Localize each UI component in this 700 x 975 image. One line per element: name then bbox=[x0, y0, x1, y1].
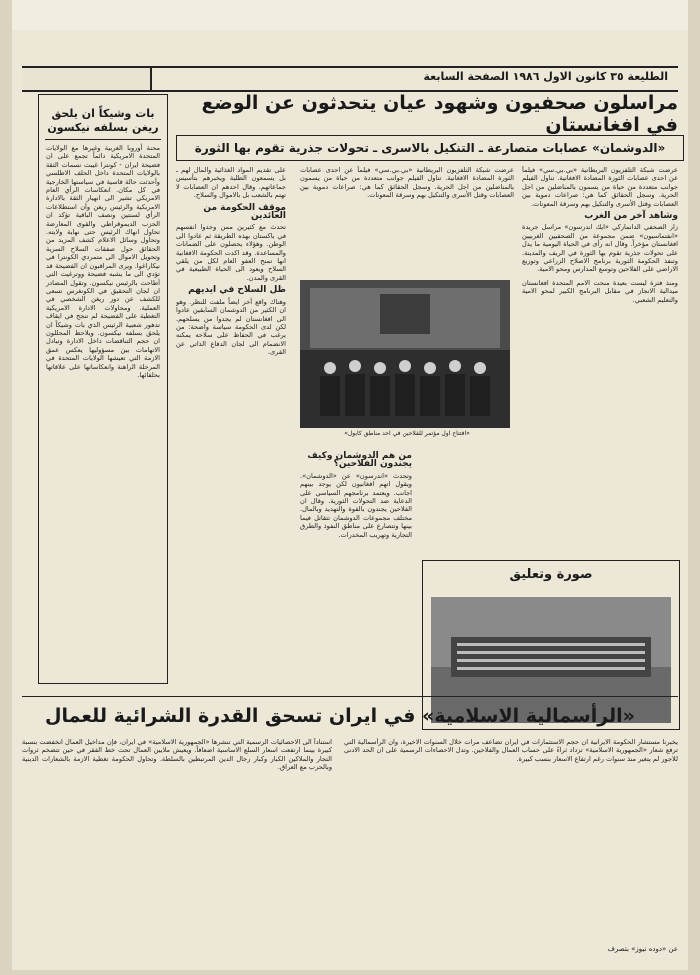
column-right-tail: ومنذ فترة ليست بعيدة منحت الامم المتحدة افغانستان ميدالية الانجاز في مقابل البرنامج الكبير لمحو الامية والتعليم الشعبي. bbox=[522, 278, 678, 304]
section-divider bbox=[22, 696, 678, 697]
column-right-intro: عرضت شبكة التلفزيون البريطانية «بي.بي.سي» فيلماً عن احدى عصابات الثورة المضادة الافغانية. تناول الفيلم جوانب متعددة من حياة من يسمون بالمناضلين من اجل الحرية. وسجل الحقائق كما هي: صراعات دموية بين العصابات وقتل الأسرى والتنكيل بهم وسرقة المعونات. bbox=[522, 166, 678, 208]
page-header bbox=[22, 66, 678, 92]
page-top-margin bbox=[12, 0, 688, 30]
main-photo bbox=[300, 280, 510, 428]
article-column-middle bbox=[176, 166, 286, 550]
bottom-column-left bbox=[22, 738, 332, 940]
article-column-right bbox=[522, 166, 678, 546]
column-middle-body: تحدث مع كثيرين ممن وجدوا انفسهم في باكستان بهذه الطريقة ثم عادوا الى الوطن. وهؤلاء يحصلون على الضمانات والمساعدة. وقد اكدت الحكومة الافغانية انها تمنح العفو العام لكل من يلقي السلاح ويعود الى الحياة الطبيعية في القرى والمدن. bbox=[176, 223, 286, 282]
column-middle-section-title: موقف الحكومة من العائدين bbox=[203, 202, 286, 222]
sidebar-divider bbox=[45, 139, 161, 140]
column-right-section-title: وشاهد آخر من الغرب bbox=[584, 211, 678, 222]
main-headline: مراسلون صحفيون وشهود عيان يتحدثون عن الوضع في افغانستان bbox=[201, 92, 678, 136]
bottom-headline: «الرأسمالية الاسلامية» في ايران تسحق القدرة الشرائية للعمال bbox=[45, 705, 635, 727]
column-left-section-title: من هم الدوشمان وكيف يجندون الفلاحين؟ bbox=[307, 451, 412, 470]
center-top-text: عرضت شبكة التلفزيون البريطانية «بي.بي.سي» فيلماً عن احدى عصابات الثورة المضادة الافغانية. تناول الفيلم جوانب متعددة من حياة من يسمون بالمناضلين من اجل الحرية. وسجل الحقائق كما هي: صراعات دموية بين العصابات وقتل الأسرى والتنكيل بهم وسرقة المعونات. bbox=[300, 166, 514, 200]
article-column-left bbox=[300, 448, 412, 688]
main-photo-image bbox=[300, 280, 510, 428]
column-middle-body-2: وهناك واقع آخر ايضاً ملفت للنظر. وهو ان الكثير من الدوشمان السابقين عادوا الى افغانستان لم يجدوا من يسلحهم. لكن لدى الحكومة سياسة واضحة: من يرغب في الحفاظ على سلاحه يمكنه الانضمام الى لجان الدفاع الذاتي عن القرى. bbox=[176, 297, 286, 357]
column-middle-intro: على تقديم المواد الغذائية والمال لهم ـ بل يسمعون الطلبة ويخبرهم بتأسيس جماعاتهم. وقال احدهم ان العصابات لا تهتم بالشعب بل بالاموال والسلاح. bbox=[176, 166, 286, 200]
photo-caption: «افتتاح اول مؤتمر للفلاحين في احد مناطق كابول» bbox=[344, 430, 470, 437]
bottom-left-body: استناداً الى الاحصائيات الرسمية التي تنشرها «الجمهورية الاسلامية» في ايران، فإن مداخيل العمال انخفضت بنسبة كبيرة بينما ارتفعت اسعار السلع الاساسية اضعافاً. ويعيش ملايين العمال تحت خط الفقر في حين تتضخم ثروات التجار والملاكين الكبار وكبار رجال الدين المرتبطين بالسلطة. وتحاول الحكومة تغطية الازمة بالشعارات الدينية وبالحرب مع العراق. bbox=[22, 738, 332, 772]
main-subheadline: «الدوشمان» عصابات متصارعة ـ التنكيل بالاسرى ـ تحولات جذرية تقوم بها الثورة bbox=[176, 135, 684, 161]
header-corner-box bbox=[22, 68, 152, 90]
column-middle-section-title-2: ظل السلاح في ايديهم bbox=[188, 285, 286, 296]
column-right-body: زار الصحفي الدانماركي «ايك اندرسون» مراسل جريدة «انفتماسيون» ضمن مجموعة من الصحفيين الغربيين افغانستان مؤخراً. وقال انه رأى في الحياة اليومية ما يدل على تحولات جذرية تقوم بها الثورة في الريف والمدينة. وتنفذ الحكومة الثورية برنامج الاصلاح الزراعي وتوزيع الاراضي على الفلاحين وتوسع المدارس ومحو الامية. bbox=[522, 223, 678, 274]
sidebar-body: محنة أوروبا الغربية وغيرها مع الولايات المتحدة الامريكية دائماً تجمع على ان فضيحة ايران - كونترا غيبت نسمات الثقة بالولايات المتحدة داخل الحلف الاطلسي وأحدثت حالة قاسية في سياستها الخارجية في كل مكان. انعكاسات الرأي العام الامريكي تشير الى انهيار الثقة بالادارة الامريكية والرئيس ريغن وأن استطلاعات الرأي لسنتين ونصف الباقية تؤكد ان الحزب الديموقراطي والقوى المعارضة تحاول انهاك الرئيس حتى نهاية ولايته. وتحاول وسائل الاعلام كشف المزيد من الحقائق حول صفقات السلاح السرية وتحويل الاموال الى متمردي الكونترا في نيكاراغوا. ويرى المراقبون ان الفضيحة قد تؤدي الى ما يشبه فضيحة ووترغيت التي أطاحت بالرئيس نيكسون. وتقول المصادر ان لجان التحقيق في الكونغرس تسعى للكشف عن دور ريغن الشخصي في العملية. ومحاولات الادارة الامريكية التغطية على الفضيحة لم تنجح في ايقاف تدهور شعبية الرئيس الذي بات وشيكاً ان يلحق بسلفه نيكسون. ويلاحظ المحللون ان حجم التناقضات داخل الادارة وتبادل الاتهامات بين مسؤوليها يعكس عمق الازمة التي تعيشها الولايات المتحدة في المرحلة الراهنة وانعكاساتها على علاقاتها بحلفائها. bbox=[46, 144, 160, 379]
sidebar-title: بات وشيكاً ان يلحق ريغن بسلفه نيكسون bbox=[47, 107, 159, 134]
sidebar-article bbox=[38, 94, 168, 684]
issue-date-line: الطليعة ٣٥ كانون الاول ١٩٨٦ الصفحة السابعة bbox=[423, 70, 668, 83]
article-source-footer: عن «دوده نيوز» بتصرف bbox=[607, 945, 678, 953]
column-left-body: وتحدث «اندرسون» عن «الدوشمان». ويقول انهم افغانيون لكن يوجد بينهم اجانب. ويعتمد برنامجهم السياسي على الدعاية ضد التحولات الثورية. وقال ان الفلاحين يجندون بالقوة والتهديد وبالمال. مختلف مجموعات الدوشمان تتقاتل فيما بينها وتتصارع على مناطق النفوذ والطرق التجارية وتهريب المخدرات. bbox=[300, 471, 412, 539]
bottom-right-body: يخبرنا مستشار الحكومة الايرانية ان حجم الاستثمارات في ايران تضاعف مرات خلال السنوات الاخيرة، وان الرأسمالية التي ترفع شعار «الجمهورية الاسلامية» تزداد ثراءً على حساب العمال والفلاحين. وتدل الاحصاءات الرسمية على ان الحد الادنى للاجور لم يتغير منذ سنوات رغم ارتفاع الاسعار بنسب كبيرة. bbox=[344, 738, 678, 763]
bottom-column-right bbox=[344, 738, 678, 940]
photo-box-label: صورة وتعليق bbox=[509, 567, 593, 582]
article-column-center-top bbox=[300, 166, 514, 274]
